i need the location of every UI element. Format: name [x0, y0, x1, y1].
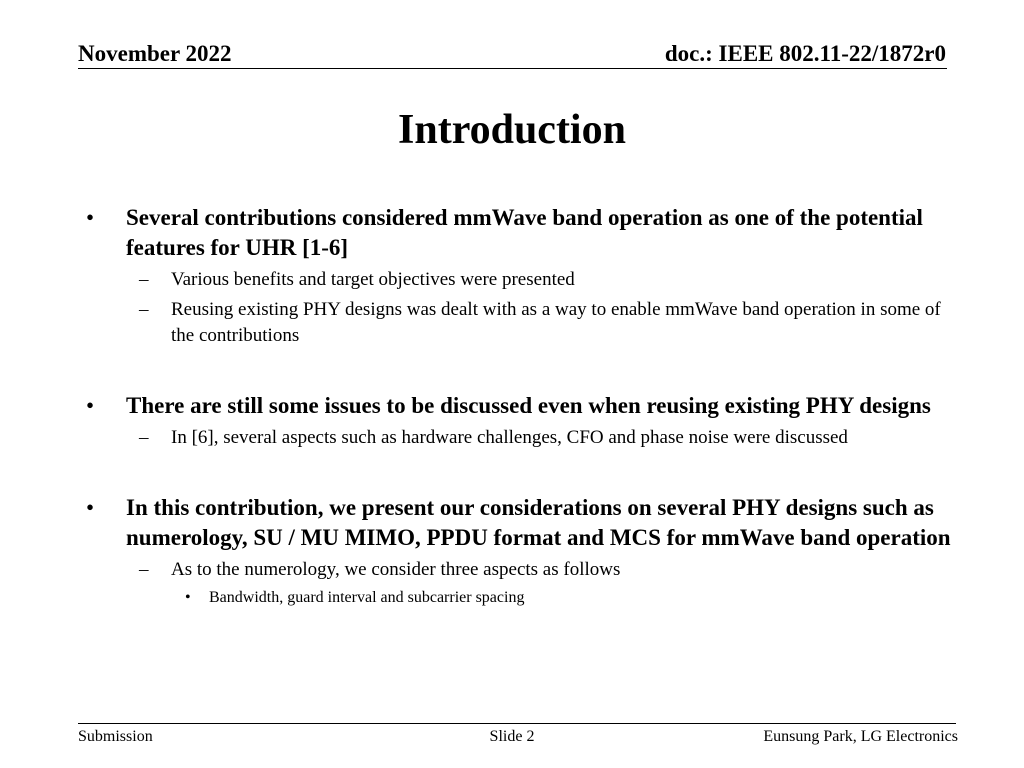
footer-rule — [78, 723, 956, 724]
bullet-3 — [78, 493, 958, 553]
bullet-marker: • — [86, 205, 95, 230]
sub-bullet-text: As to the numerology, we consider three aspects as follows — [171, 559, 621, 580]
bullet-text: In this contribution, we present our considerations on several PHY designs such as numerology, SU / MU MIMO, PPDU format and MCS for mmWave band operation — [126, 495, 951, 550]
bullet-2 — [78, 391, 958, 421]
header-rule — [78, 68, 947, 69]
bullet-marker: • — [185, 589, 191, 606]
bullet-marker: • — [86, 495, 95, 520]
slide-body — [78, 203, 958, 609]
sub-sub-bullet-3-1-1 — [78, 587, 958, 609]
footer-author: Eunsung Park, LG Electronics — [763, 728, 958, 745]
sub-bullet-3-1 — [78, 557, 958, 583]
footer-slide-number: Slide 2 — [489, 728, 535, 745]
footer-submission: Submission — [78, 728, 153, 745]
sub-bullet-1-1 — [78, 267, 958, 293]
dash-marker: – — [139, 269, 149, 290]
bullet-text: There are still some issues to be discussed even when reusing existing PHY designs — [126, 393, 931, 418]
dash-marker: – — [139, 299, 149, 320]
sub-bullet-text: Various benefits and target objectives were presented — [171, 269, 575, 290]
bullet-text: Several contributions considered mmWave band operation as one of the potential features for UHR [1-6] — [126, 205, 923, 260]
sub-bullet-text: In [6], several aspects such as hardware challenges, CFO and phase noise were discussed — [171, 427, 848, 448]
slide-title: Introduction — [398, 107, 626, 153]
header-date: November 2022 — [78, 41, 232, 66]
header-doc-id: doc.: IEEE 802.11-22/1872r0 — [664, 41, 946, 66]
sub-bullet-2-1 — [78, 425, 958, 451]
sub-bullet-1-2 — [78, 297, 958, 349]
bullet-1 — [78, 203, 958, 263]
sub-bullet-text: Reusing existing PHY designs was dealt with as a way to enable mmWave band operation in some of the contributions — [171, 299, 941, 346]
bullet-marker: • — [86, 393, 95, 418]
spacer — [78, 349, 958, 391]
sub-sub-bullet-text: Bandwidth, guard interval and subcarrier spacing — [209, 589, 525, 606]
dash-marker: – — [139, 427, 149, 448]
dash-marker: – — [139, 559, 149, 580]
spacer — [78, 451, 958, 493]
